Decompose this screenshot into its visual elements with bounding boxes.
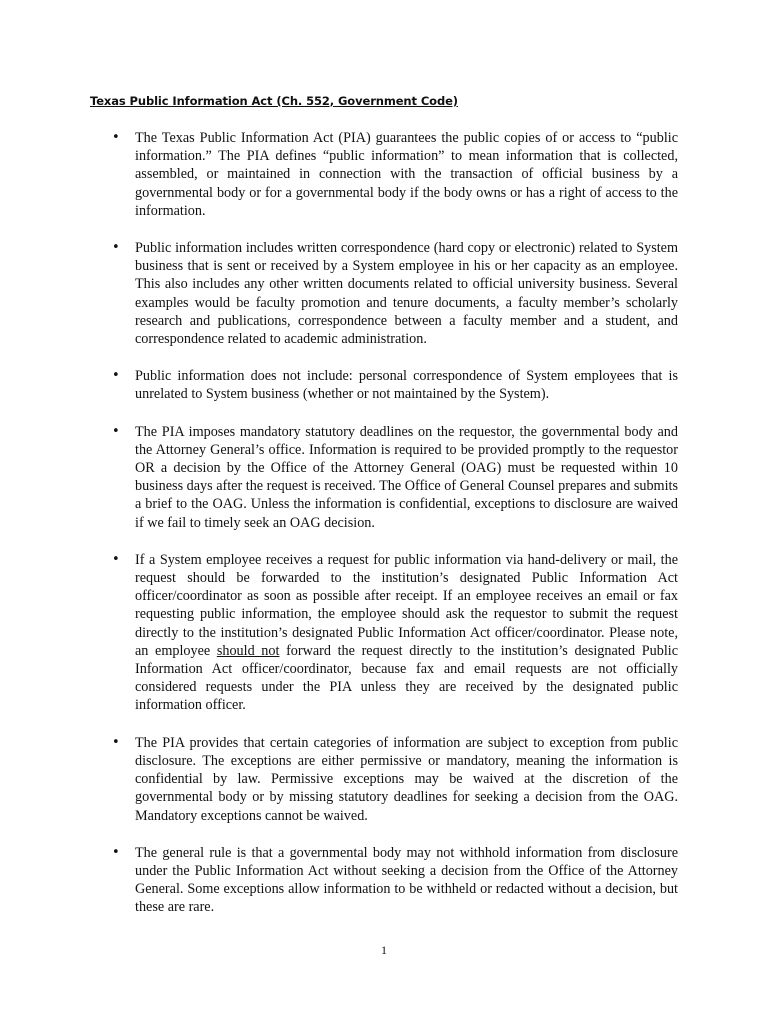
bullet-item-request-forwarding	[0, 551, 768, 715]
bullet-text: The general rule is that a governmental body may not withhold information from disclosure under the Public Information Act without seeking a decision from the Office of the Attorney General. Some exceptions allow information to be withheld or redacted without a decision, but these are rare.	[135, 844, 678, 916]
bullet-icon: •	[112, 368, 120, 384]
bullet-text: The PIA imposes mandatory statutory deadlines on the requestor, the governmental body and the Attorney General’s office. Information is required to be provided promptly to the requestor OR a decision by the Office of the Attorney General (OAG) must be requested within 10 business days after the request is received. The Office of General Counsel prepares and submits a brief to the OAG. Unless the information is confidential, exceptions to disclosure are waived if we fail to timely seek an OAG decision.	[135, 423, 678, 531]
bullet-icon: •	[112, 844, 120, 860]
bullet-item-statutory-deadlines	[0, 423, 768, 532]
bullet-icon: •	[112, 551, 120, 567]
document-title: Texas Public Information Act (Ch. 552, Government Code)	[90, 94, 458, 108]
page-number: 1	[381, 943, 387, 957]
bullet-item-disclosure-exceptions	[0, 734, 768, 825]
bullet-item-public-information-excludes	[0, 367, 768, 403]
bullet-icon: •	[112, 130, 120, 145]
bullet-text: The PIA provides that certain categories of information are subject to exception from public disclosure. The exceptions are either permissive or mandatory, meaning the information is confidential by law. Permissive exceptions may be waived at the discretion of the governmental body or by missing statutory deadlines for seeking a decision from the OAG. Mandatory exceptions cannot be waived.	[135, 734, 678, 824]
bullet-item-public-information-includes	[0, 239, 768, 348]
bullet-icon: •	[112, 734, 120, 750]
bullet-icon: •	[112, 240, 120, 256]
bullet-item-general-rule	[0, 844, 768, 917]
bullet-icon: •	[112, 423, 120, 439]
bullet-text-after: forward the request directly to the institution’s designated Public Information Act officer/coordinator, because fax and email requests are not officially considered requests under the PIA unless they are received by the designated public information officer.	[135, 642, 679, 714]
bullet-text	[135, 551, 678, 715]
bullet-item-pia-overview	[0, 129, 768, 220]
bullet-text-before: If a System employee receives a request for public information via hand-delivery or mail, the request should be forwarded to the institution’s designated Public Information Act officer/coordinator as soon as possible after receipt. If an employee receives an email or fax requesting public information, the employee should ask the requestor to submit the request directly to the institution’s designated Public Information Act officer/coordinator. Please note, an employee	[135, 551, 678, 659]
bullet-text: Public information does not include: personal correspondence of System employees that is unrelated to System business (whether or not maintained by the System).	[135, 368, 678, 403]
bullet-text: Public information includes written correspondence (hard copy or electronic) related to System business that is sent or received by a System employee in his or her capacity as an employee. This also includes any other written documents related to official university business. Several examples would be faculty promotion and tenure documents, a faculty member’s scholarly research and publications, correspondence between a faculty member and a student, and correspondence related to academic administration.	[135, 240, 678, 348]
bullet-text: The Texas Public Information Act (PIA) guarantees the public copies of or access to “public information.” The PIA defines “public information” to mean information that is collected, assembled, or maintained in connection with the transaction of official business by a governmental body or for a governmental body if the body owns or has a right of access to the information.	[135, 130, 678, 219]
bullet-list	[0, 129, 768, 917]
underlined-should-not: should not	[216, 642, 280, 659]
